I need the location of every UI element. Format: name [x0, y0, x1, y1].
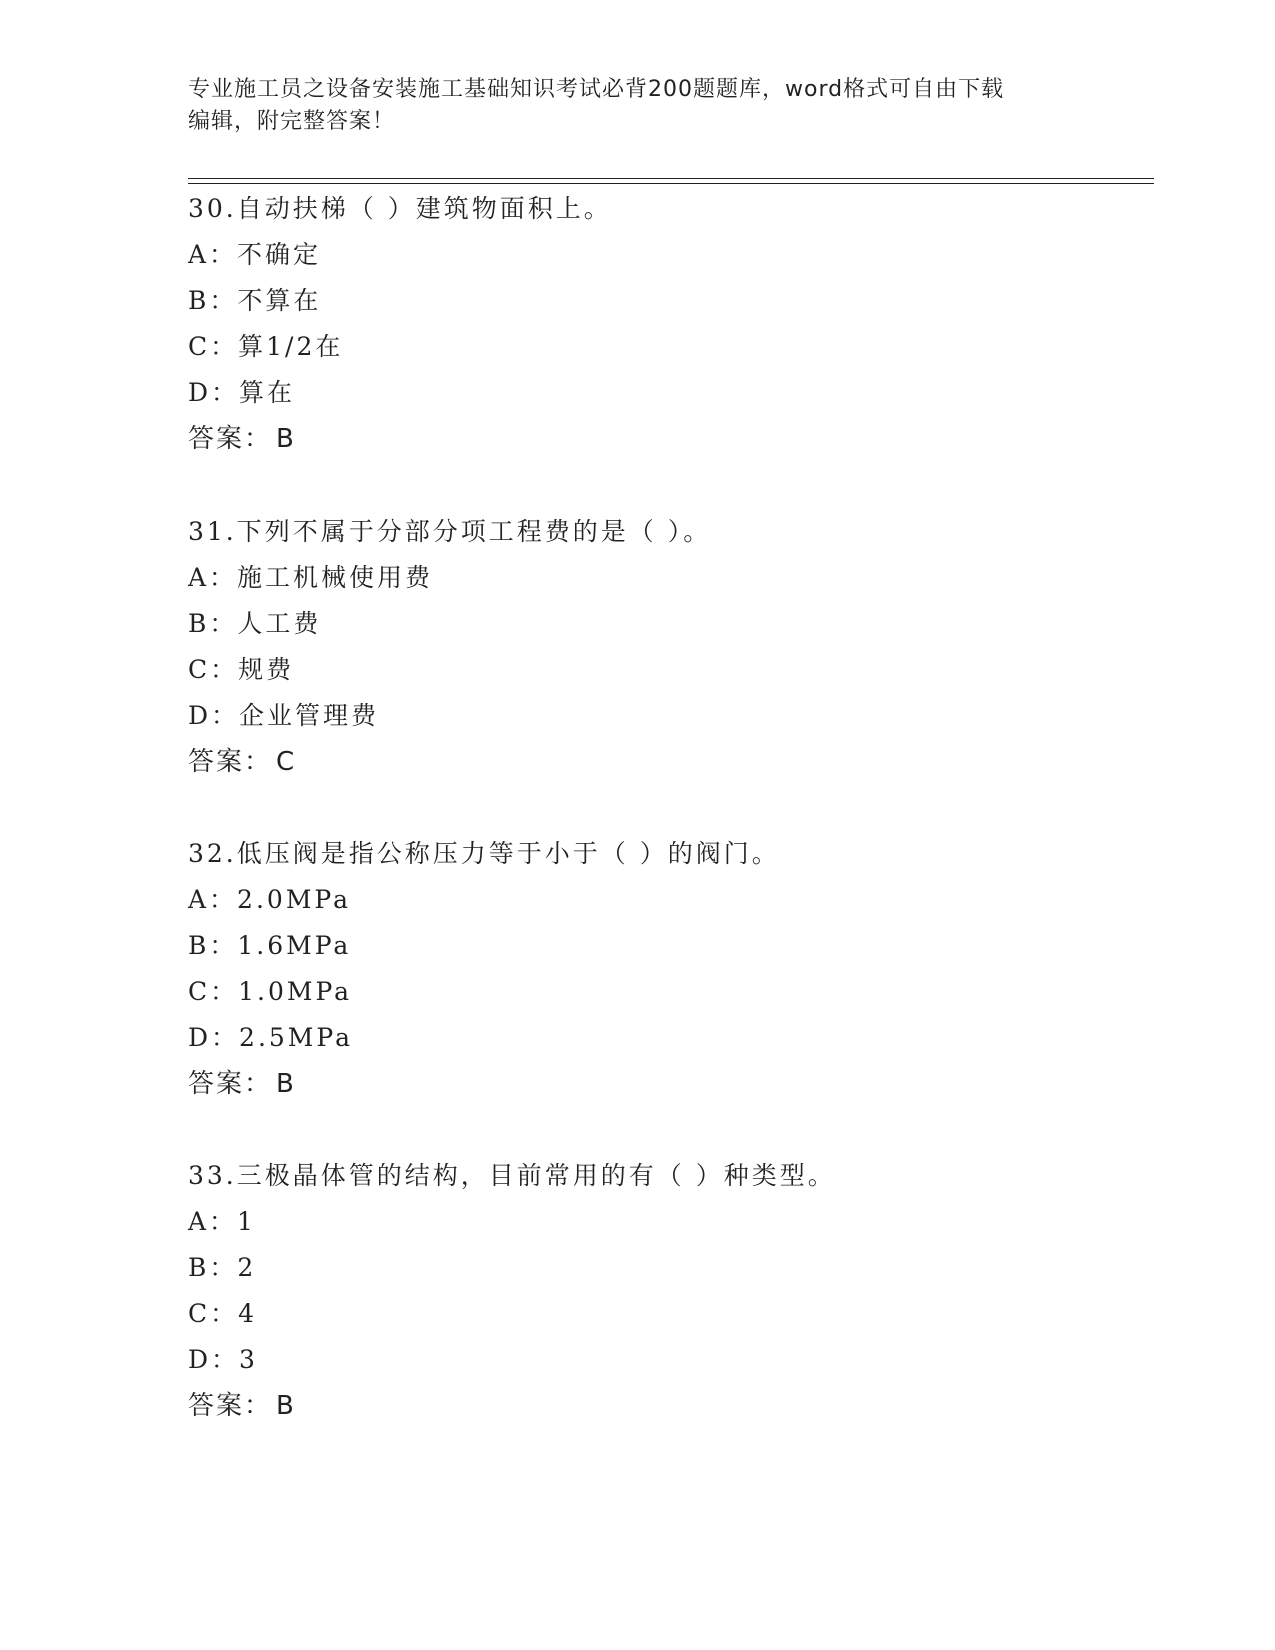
- option-c: C：4: [188, 1299, 258, 1328]
- header-line-1: 专业施工员之设备安装施工基础知识考试必背200题题库，word格式可自由下载: [188, 77, 1005, 102]
- option-b: B：2: [188, 1253, 257, 1282]
- option-d: D：2.5MPa: [188, 1023, 354, 1052]
- header-line-2: 编辑，附完整答案！: [188, 109, 396, 134]
- option-a: A：施工机械使用费: [188, 563, 434, 592]
- question-31: [188, 509, 1148, 785]
- answer-value: B: [276, 1069, 296, 1099]
- answer-label: 答案：: [188, 1391, 273, 1421]
- option-b: B：1.6MPa: [188, 931, 352, 960]
- answer-label: 答案：: [188, 424, 273, 454]
- answer-line: [188, 1383, 1148, 1429]
- document-header: [188, 74, 1088, 138]
- question-30: [188, 186, 1148, 462]
- answer-label: 答案：: [188, 1069, 273, 1099]
- option-d: D：3: [188, 1345, 258, 1374]
- option-d: D：企业管理费: [188, 701, 380, 730]
- question-stem: 30.自动扶梯（ ）建筑物面积上。: [188, 194, 612, 223]
- option-a: A：1: [188, 1207, 256, 1236]
- answer-line: [188, 1061, 1148, 1107]
- option-b: B：人工费: [188, 609, 322, 638]
- answer-line: [188, 739, 1148, 785]
- answer-value: C: [276, 747, 297, 777]
- option-a: A：不确定: [188, 240, 322, 269]
- answer-line: [188, 416, 1148, 462]
- option-c: C：算1/2在: [188, 332, 344, 361]
- answer-value: B: [276, 424, 296, 454]
- question-32: [188, 831, 1148, 1107]
- answer-value: B: [276, 1391, 296, 1421]
- answer-label: 答案：: [188, 747, 273, 777]
- question-stem: 32.低压阀是指公称压力等于小于（ ）的阀门。: [188, 839, 780, 868]
- option-b: B：不算在: [188, 286, 322, 315]
- option-c: C：1.0MPa: [188, 977, 353, 1006]
- option-c: C：规费: [188, 655, 295, 684]
- option-a: A：2.0MPa: [188, 885, 352, 914]
- question-stem: 33.三极晶体管的结构，目前常用的有（ ）种类型。: [188, 1161, 836, 1190]
- option-d: D：算在: [188, 378, 296, 407]
- question-33: [188, 1153, 1148, 1429]
- question-stem: 31.下列不属于分部分项工程费的是（ ）。: [188, 517, 712, 546]
- header-divider-top: [188, 178, 1154, 179]
- header-divider-bottom: [188, 183, 1154, 184]
